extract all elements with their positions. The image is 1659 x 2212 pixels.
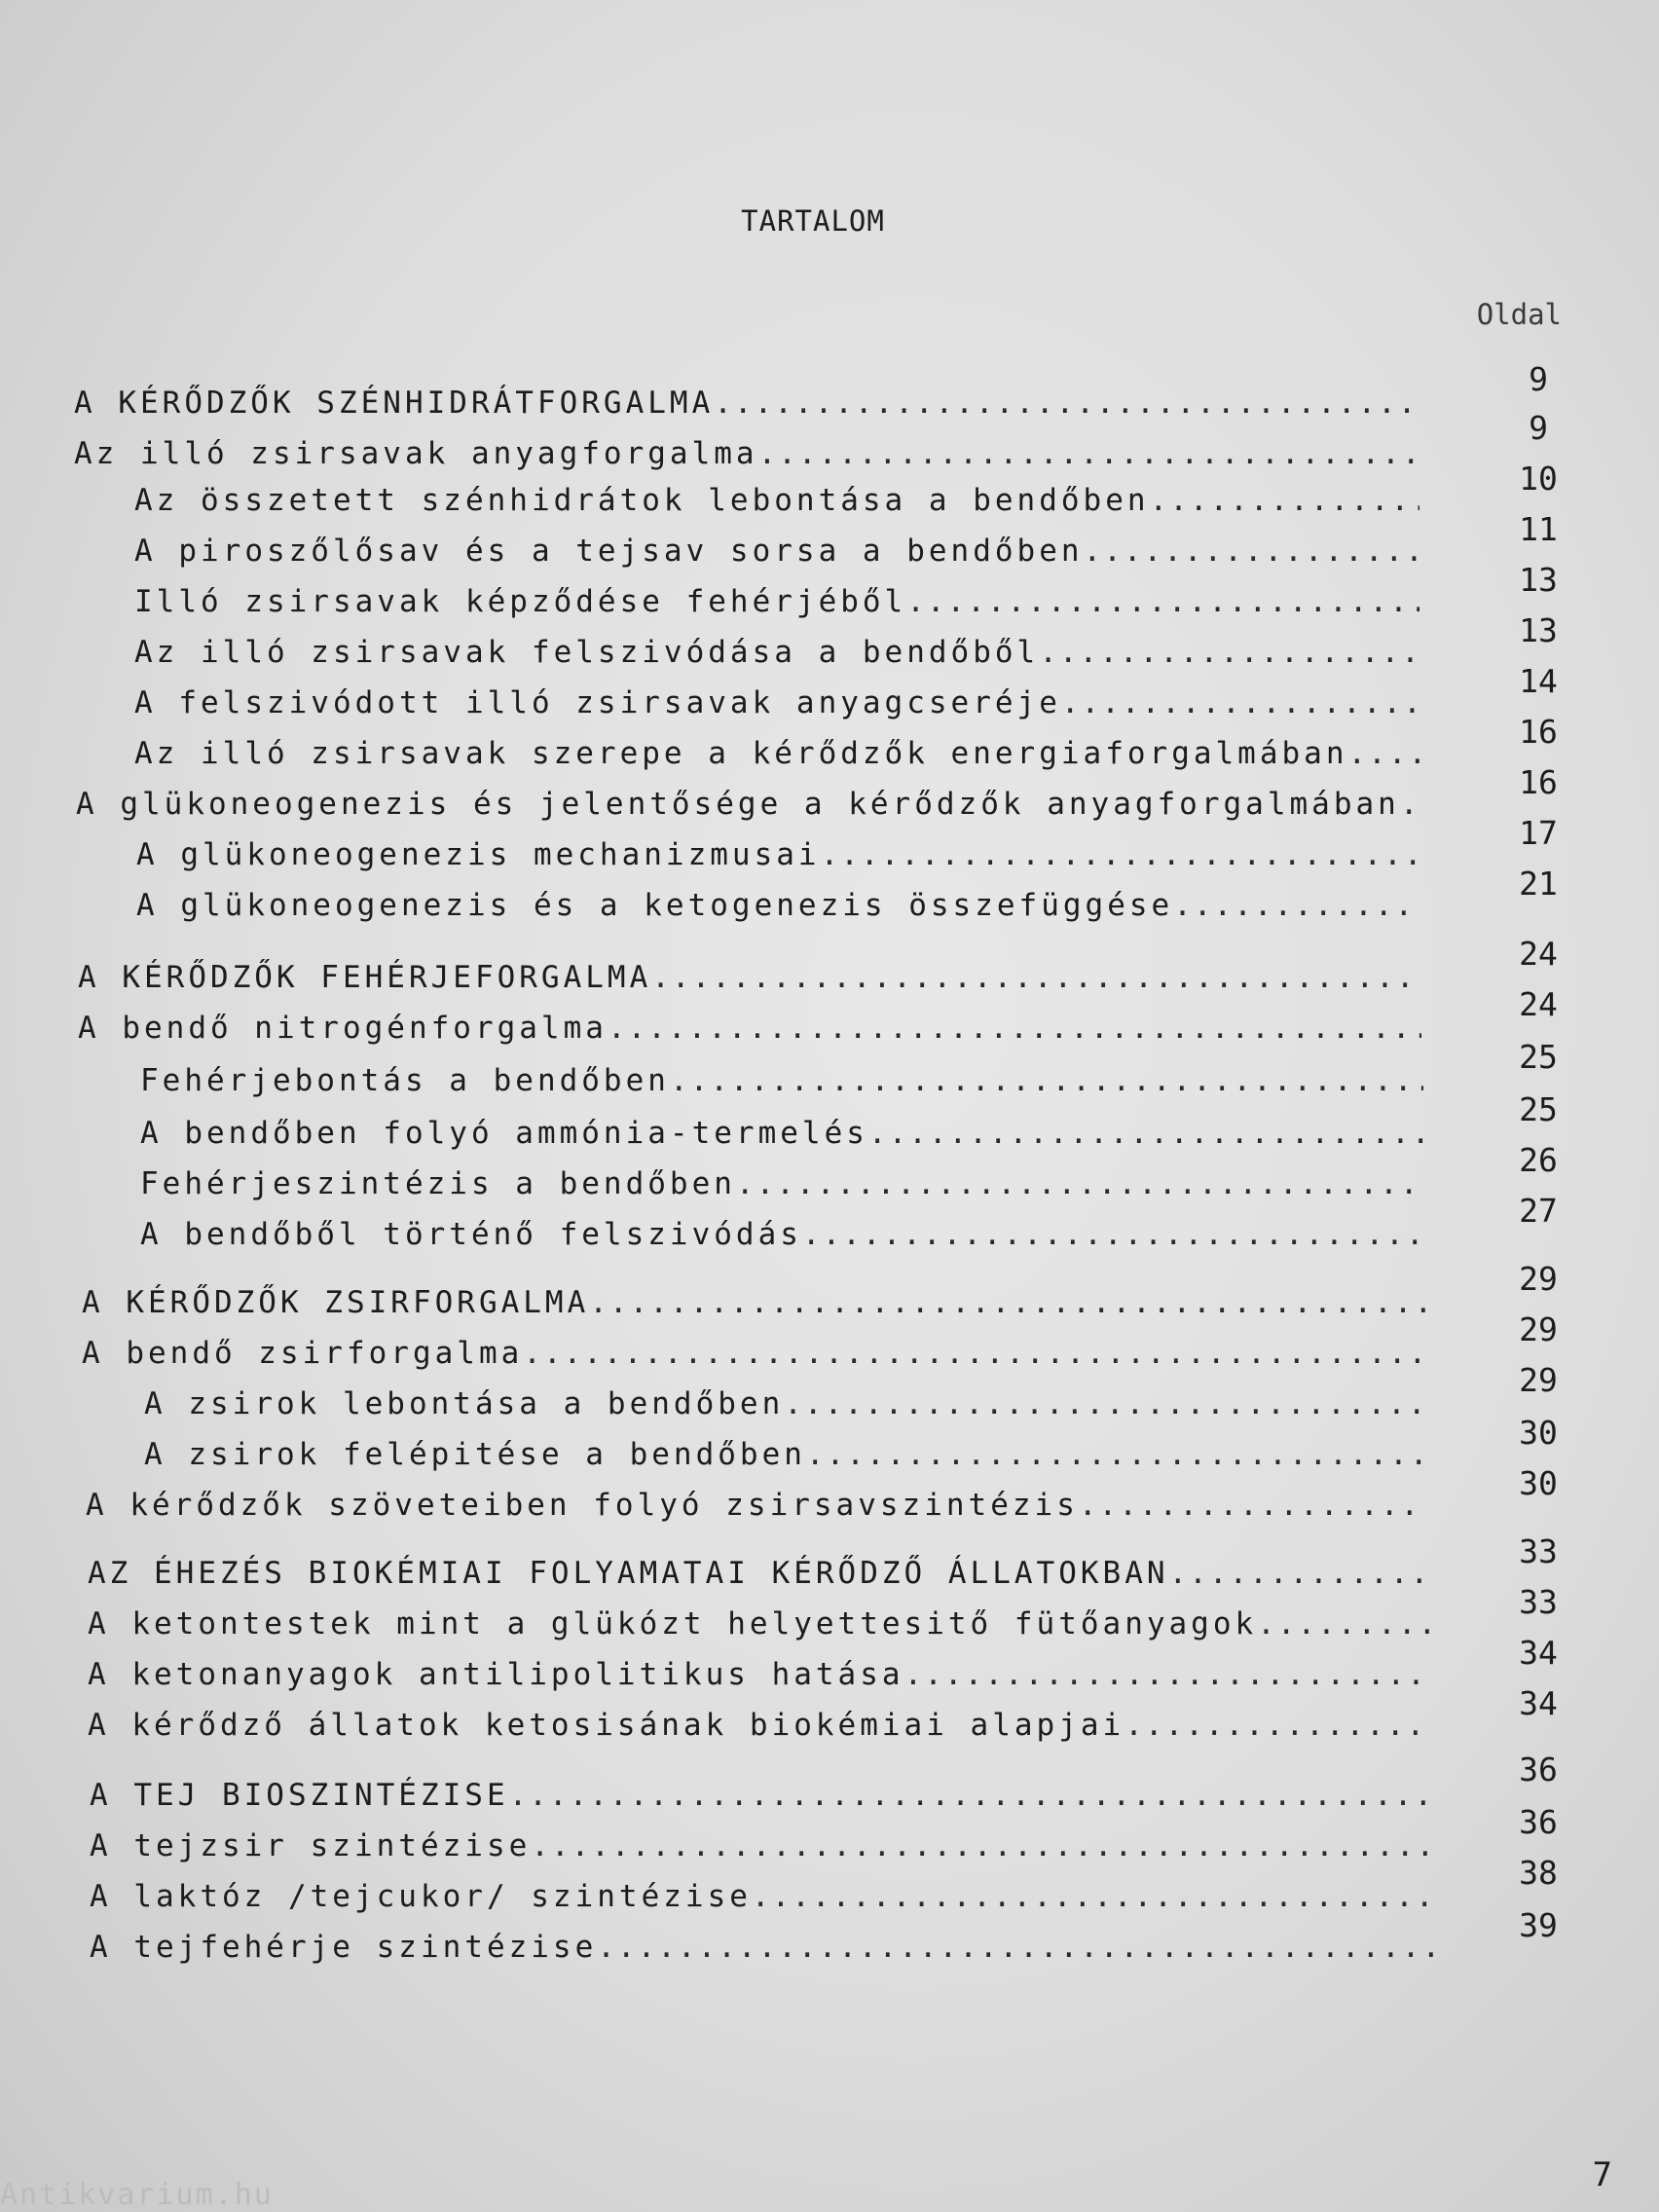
toc-page-number: 29	[1519, 1361, 1558, 1399]
toc-entry-text: Illó zsirsavak képződése fehérjéből	[134, 584, 907, 619]
toc-page-number: 39	[1519, 1906, 1558, 1944]
toc-entry	[88, 1606, 1431, 1641]
toc-entry	[90, 1778, 1433, 1813]
toc-page-number: 24	[1519, 935, 1558, 973]
toc-entry-text: A KÉRŐDZŐK ZSIRFORGALMA	[82, 1285, 590, 1320]
leader-dots	[608, 1011, 1421, 1046]
leader-dots	[1400, 787, 1419, 822]
leader-dots	[509, 1778, 1433, 1813]
toc-entry-text: Az összetett szénhidrátok lebontása a bendőben	[134, 483, 1150, 518]
toc-page-number: 14	[1519, 662, 1558, 700]
leader-dots	[752, 1879, 1433, 1914]
toc-entry-text: A tejfehérje szintézise	[90, 1930, 598, 1965]
toc-entry-text: A piroszőlősav és a tejsav sorsa a bendőben	[134, 534, 1084, 569]
leader-dots	[1150, 483, 1419, 518]
toc-page-number: 10	[1519, 460, 1558, 498]
leader-dots	[821, 837, 1419, 872]
toc-entry-text: Az illó zsirsavak szerepe a kérődzők energiaforgalmában	[134, 736, 1348, 771]
leader-dots	[1039, 635, 1419, 670]
toc-entry	[90, 1828, 1433, 1863]
leader-dots	[1124, 1708, 1431, 1743]
toc-entry-text: A ketonanyagok antilipolitikus hatása	[88, 1657, 904, 1692]
toc-entry	[134, 635, 1419, 670]
toc-entry	[88, 1708, 1431, 1743]
leader-dots	[531, 1828, 1433, 1863]
toc-entry-text: A bendő nitrogénforgalma	[78, 1011, 608, 1046]
toc-entry	[140, 1116, 1423, 1151]
toc-entry-text: A bendő zsirforgalma	[82, 1336, 524, 1371]
toc-entry-text: A glükoneogenezis és jelentősége a kérődzők anyagforgalmában	[76, 787, 1400, 822]
toc-entry	[134, 736, 1419, 771]
leader-dots	[1169, 1556, 1431, 1591]
toc-page-number: 27	[1519, 1192, 1558, 1230]
toc-entry-text: Az illó zsirsavak anyagforgalma	[74, 436, 758, 471]
toc-entry	[134, 534, 1419, 569]
leader-dots	[1348, 736, 1420, 771]
toc-entry-text: A kérődző állatok ketosisának biokémiai alapjai	[88, 1708, 1125, 1743]
leader-dots	[589, 1285, 1425, 1320]
toc-page-number: 29	[1519, 1260, 1558, 1298]
leader-dots	[651, 960, 1421, 995]
toc-entry-text: A glükoneogenezis mechanizmusai	[136, 837, 821, 872]
toc-page-number: 25	[1519, 1038, 1558, 1076]
leader-dots	[523, 1336, 1425, 1371]
toc-entry	[140, 1063, 1423, 1098]
leader-dots	[802, 1217, 1423, 1252]
toc-page-number: 9	[1529, 409, 1548, 447]
toc-page-number: 16	[1519, 713, 1558, 751]
toc-entry-text: A kérődzők szöveteiben folyó zsirsavszintézis	[86, 1488, 1079, 1523]
leader-dots	[868, 1116, 1423, 1151]
page-column-label: Oldal	[1476, 298, 1562, 331]
toc-entry-text: A KÉRŐDZŐK SZÉNHIDRÁTFORGALMA	[74, 386, 715, 421]
leader-dots	[806, 1437, 1427, 1472]
toc-entry-text: A tejzsir szintézise	[90, 1828, 532, 1863]
toc-entry-text: A ketontestek mint a glükózt helyettesitő fütőanyagok	[88, 1606, 1258, 1641]
toc-entry-text: A glükoneogenezis és a ketogenezis összefüggése	[136, 888, 1174, 923]
toc-page-number: 38	[1519, 1854, 1558, 1892]
toc-entry-text: A bendőben folyó ammónia-termelés	[140, 1116, 868, 1151]
toc-entry	[74, 386, 1418, 421]
toc-entry	[90, 1879, 1433, 1914]
page-title: TARTALOM	[741, 204, 885, 238]
toc-entry	[86, 1488, 1427, 1523]
leader-dots	[670, 1063, 1423, 1098]
toc-entry	[78, 960, 1421, 995]
toc-page-number: 13	[1519, 611, 1558, 649]
toc-page-number: 13	[1519, 561, 1558, 599]
toc-entry-text: A laktóz /tejcukor/ szintézise	[90, 1879, 752, 1914]
leader-dots	[758, 436, 1418, 471]
toc-entry-text: A bendőből történő felszivódás	[140, 1217, 802, 1252]
toc-page-number: 34	[1519, 1684, 1558, 1722]
toc-entry	[144, 1437, 1427, 1472]
toc-entry	[78, 1011, 1421, 1046]
toc-page-number: 30	[1519, 1414, 1558, 1452]
toc-page-number: 29	[1519, 1310, 1558, 1348]
toc-page-number: 34	[1519, 1634, 1558, 1672]
toc-page-number: 25	[1519, 1090, 1558, 1128]
leader-dots	[1257, 1606, 1431, 1641]
toc-page-number: 36	[1519, 1803, 1558, 1841]
toc-entry-text: A felszivódott illó zsirsavak anyagcseréje	[134, 685, 1061, 720]
leader-dots	[736, 1166, 1423, 1201]
toc-entry	[144, 1386, 1427, 1421]
toc-entry-text: A TEJ BIOSZINTÉZISE	[90, 1778, 509, 1813]
toc-entry-text: Az illó zsirsavak felszivódása a bendőből	[134, 635, 1040, 670]
toc-entry-text: A zsirok lebontása a bendőben	[144, 1386, 785, 1421]
toc-page-number: 17	[1519, 814, 1558, 852]
leader-dots	[714, 386, 1418, 421]
watermark: Antikvarium.hu	[0, 2178, 274, 2212]
leader-dots	[784, 1386, 1427, 1421]
toc-entry	[82, 1336, 1425, 1371]
toc-page-number: 30	[1519, 1464, 1558, 1502]
toc-entry	[76, 787, 1419, 822]
toc-page-number: 33	[1519, 1532, 1558, 1570]
toc-entry-text: AZ ÉHEZÉS BIOKÉMIAI FOLYAMATAI KÉRŐDZŐ ÁLLATOKBAN	[88, 1556, 1169, 1591]
toc-entry-text: Fehérjeszintézis a bendőben	[140, 1166, 736, 1201]
leader-dots	[597, 1930, 1433, 1965]
toc-entry	[140, 1166, 1423, 1201]
page-number: 7	[1592, 2156, 1612, 2194]
toc-page-number: 33	[1519, 1583, 1558, 1621]
leader-dots	[904, 1657, 1431, 1692]
leader-dots	[1084, 534, 1419, 569]
toc-entry	[136, 888, 1419, 923]
leader-dots	[906, 584, 1419, 619]
toc-entry	[88, 1556, 1431, 1591]
toc-entry	[140, 1217, 1423, 1252]
toc-entry-text: A zsirok felépitése a bendőben	[144, 1437, 806, 1472]
toc-entry	[88, 1657, 1431, 1692]
toc-entry	[134, 685, 1419, 720]
toc-entry	[136, 837, 1419, 872]
toc-entry	[90, 1930, 1433, 1965]
toc-entry-text: Fehérjebontás a bendőben	[140, 1063, 670, 1098]
toc-page-number: 24	[1519, 985, 1558, 1023]
toc-entry	[74, 436, 1418, 471]
toc-entry-text: A KÉRŐDZŐK FEHÉRJEFORGALMA	[78, 960, 652, 995]
toc-page-number: 11	[1519, 510, 1558, 548]
toc-entry	[82, 1285, 1425, 1320]
toc-entry	[134, 584, 1419, 619]
toc-page-number: 36	[1519, 1751, 1558, 1788]
toc-page-number: 21	[1519, 865, 1558, 903]
toc-page-number: 16	[1519, 763, 1558, 801]
leader-dots	[1061, 685, 1419, 720]
leader-dots	[1079, 1488, 1427, 1523]
toc-entry	[134, 483, 1419, 518]
toc-page-number: 26	[1519, 1141, 1558, 1179]
leader-dots	[1173, 888, 1419, 923]
toc-page-number: 9	[1529, 360, 1548, 398]
